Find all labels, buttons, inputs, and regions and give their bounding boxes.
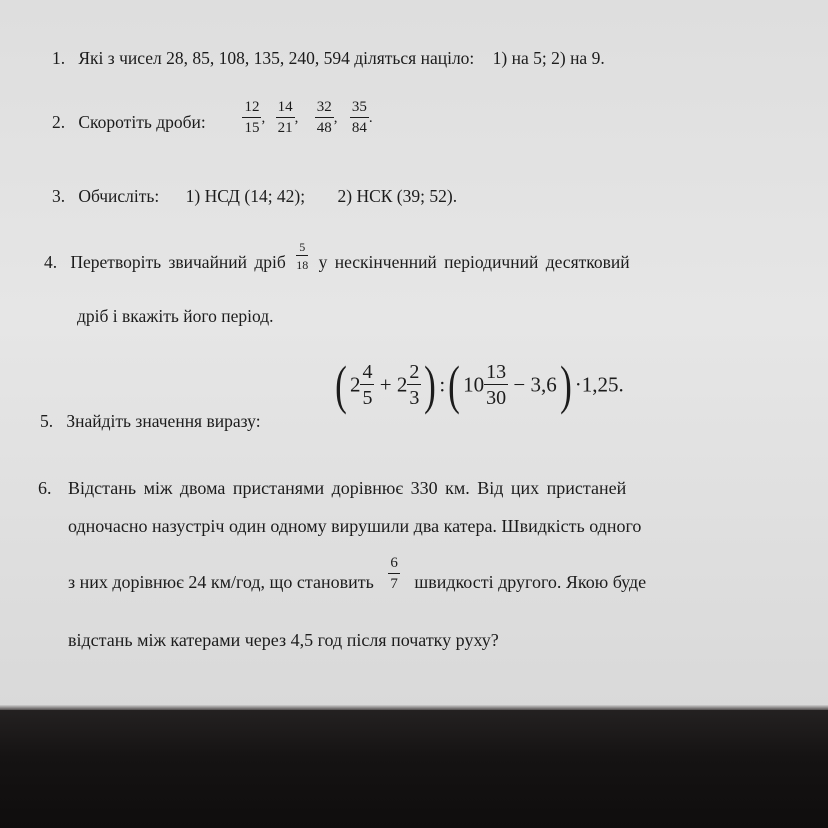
screen-bezel [0, 710, 828, 828]
expression [332, 355, 624, 415]
paren-close: ) [424, 355, 437, 415]
fraction: $\frac{4}{5}$ [362, 361, 373, 409]
task-part-2: 2) НСК (39; 52). [337, 186, 458, 206]
task-number: 2. [52, 112, 66, 133]
task-text: дріб і вкажіть його період. [77, 306, 274, 326]
fraction: $\frac{13}{30}$ [486, 361, 507, 409]
multiplier: ·1,25. [574, 372, 624, 397]
task-number: 6. [38, 478, 52, 498]
fraction-separator: , [294, 110, 299, 127]
task-text: одночасно назустріч один одному вирушили два катера. Швидкість одного [68, 516, 642, 536]
fraction: $\frac{5}{18}$ [296, 240, 309, 272]
whole-part: 2 [349, 372, 361, 397]
task-number: 3. [52, 186, 66, 206]
task-text: відстань між катерами через 4,5 год після початку руху? [68, 630, 499, 650]
operator-plus: + [379, 372, 392, 397]
task-text: Скоротіть дроби: [78, 112, 206, 133]
fraction-separator: , [333, 110, 338, 127]
task-5 [40, 411, 261, 432]
whole-part: 2 [396, 372, 408, 397]
task-4-line-2 [77, 306, 274, 327]
task-text: Знайдіть значення виразу: [66, 411, 261, 431]
task-text: Перетворіть звичайний дріб [70, 252, 286, 273]
task-6-line-2 [68, 516, 641, 537]
task-number: 5. [40, 411, 54, 431]
task-6-line-4 [68, 630, 499, 651]
paren-close: ) [559, 355, 572, 415]
task-number: 1. [52, 48, 66, 68]
task-text: Відстань між двома пристанями дорівнює 330 км. Від цих пристаней [68, 478, 627, 498]
decimal-value: 3,6 [530, 372, 557, 397]
fraction: $\frac{32}{48}$ [316, 99, 332, 136]
task-text: Які з чисел 28, 85, 108, 135, 240, 594 діляться націло: [78, 48, 475, 68]
task-text: у нескінченний періодичний десятковий [318, 252, 630, 273]
paren-open: ( [448, 355, 460, 415]
task-text: Обчисліть: [78, 186, 160, 206]
task-2 [52, 100, 373, 136]
task-part-1: 1) НСД (14; 42); [185, 186, 306, 206]
paren-open: ( [335, 355, 347, 415]
fraction: $\frac{6}{7}$ [390, 555, 398, 592]
fraction: $\frac{35}{84}$ [351, 99, 367, 136]
task-3 [52, 186, 457, 207]
task-4 [44, 241, 630, 273]
fraction-separator: . [368, 110, 373, 127]
task-6 [38, 478, 626, 499]
fraction: $\frac{12}{15}$ [244, 99, 260, 136]
operator-divide: : [439, 372, 446, 397]
task-parts: 1) на 5; 2) на 9. [492, 48, 605, 68]
operator-minus: − [513, 372, 526, 397]
task-6-line-3 [68, 556, 646, 593]
task-1 [52, 48, 605, 69]
task-text: швидкості другого. Якою буде [414, 572, 647, 593]
fraction: $\frac{14}{21}$ [277, 99, 293, 136]
whole-part: 10 [463, 372, 485, 397]
fraction-separator: , [261, 110, 266, 127]
task-number: 4. [44, 252, 58, 273]
task-text: з них дорівнює 24 км/год, що становить [68, 572, 374, 593]
fraction: $\frac{2}{3}$ [409, 361, 420, 409]
